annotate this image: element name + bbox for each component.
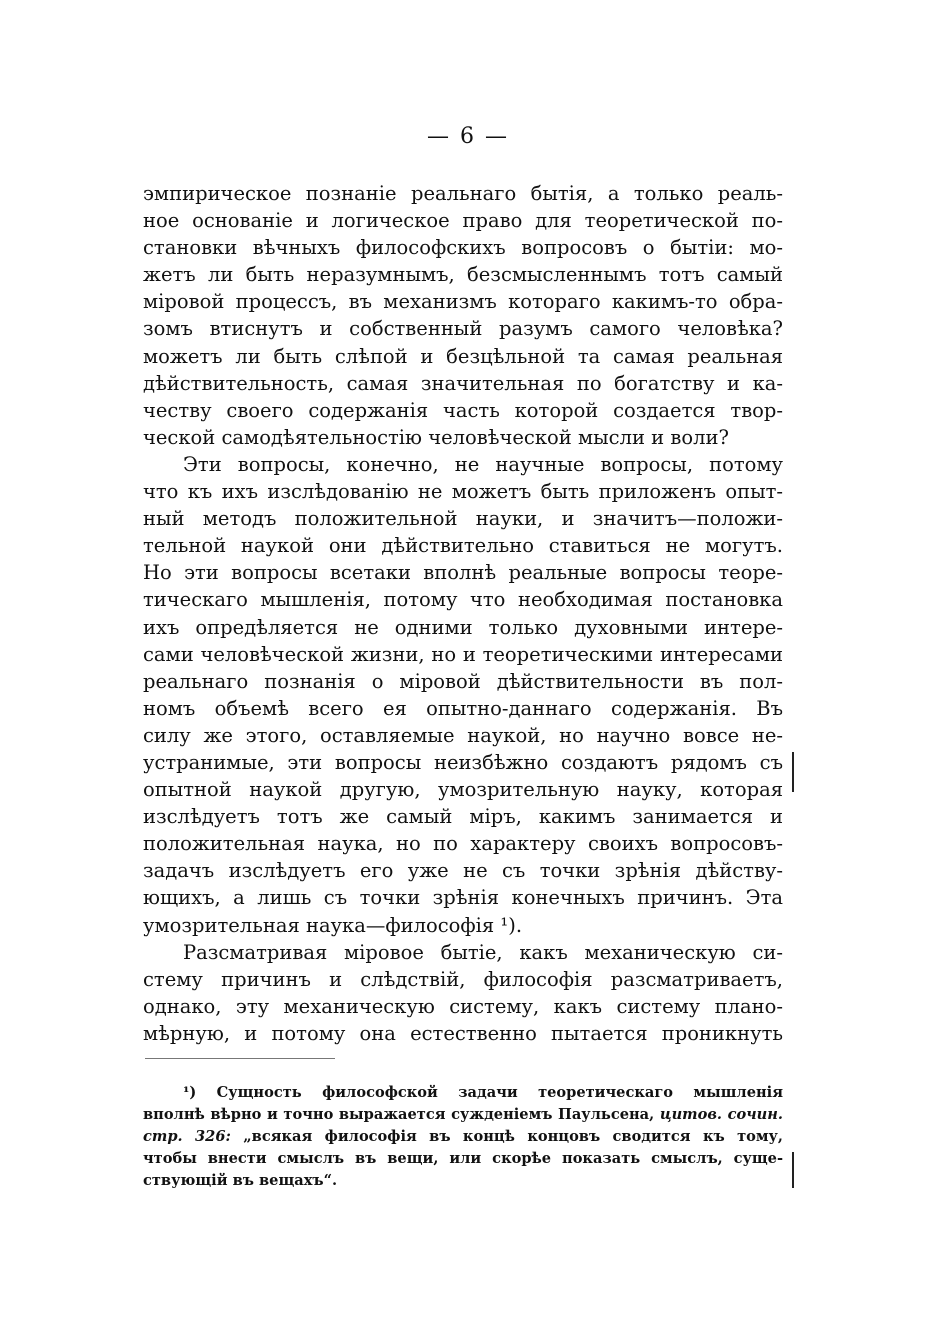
text-line: ющихъ, а лишь съ точки зрѣнiя конечныхъ причинъ. Эта (143, 886, 783, 910)
text-line: ческой самодѣятельностiю человѣческой мысли и воли? (143, 425, 729, 449)
text-line: задачъ изслѣдуетъ его уже не съ точки зрѣнiя дѣйству- (143, 859, 783, 883)
footnote-line: ¹) Сущность философской задачи теоретическаго мышленiя (183, 1084, 783, 1101)
footnote-line: ствующiй въ вещахъ“. (143, 1172, 338, 1189)
margin-mark (792, 752, 794, 792)
footnote-line (143, 1104, 783, 1126)
footnote-text: вполнѣ вѣрно и точно выражается сужденiемъ Паульсена, (143, 1106, 655, 1123)
footnote-line: чтобы внести смыслъ въ вещи, или скорѣе показать смыслъ, суще- (143, 1150, 783, 1167)
text-line: что къ ихъ изслѣдованiю не можетъ быть приложенъ опыт- (143, 480, 783, 504)
text-line: положительная наука, но по характеру своихъ вопросовъ- (143, 832, 783, 856)
text-line: тическаго мышленiя, потому что необходимая постановка (143, 588, 783, 612)
text-line: опытной наукой другую, умозрительную науку, которая (143, 778, 783, 802)
footnote-separator (145, 1058, 335, 1059)
text-line: Эти вопросы, конечно, не научные вопросы, потому (183, 452, 783, 476)
text-line: мiровой процессъ, въ механизмъ котораго какимъ-то обра- (143, 290, 783, 314)
text-line: реальнаго познанiя о мiровой дѣйствительности въ пол- (143, 669, 783, 693)
text-line: ный методъ положительной науки, и значитъ—положи- (143, 507, 783, 531)
text-line: ное основанie и логическое право для теоретической по- (143, 209, 783, 233)
text-line: зомъ втиснутъ и собственный разумъ самого человѣка? (143, 317, 783, 341)
page-number: — 6 — (427, 124, 509, 149)
footnote (143, 1082, 783, 1192)
text-line: можетъ ли быть слѣпой и безцѣльной та самая реальная (143, 344, 783, 368)
text-line: тельной наукой они дѣйствительно ставиться не могутъ. (143, 534, 783, 558)
text-line: изслѣдуетъ тотъ же самый мiръ, какимъ занимается и (143, 805, 783, 829)
text-line: устранимые, эти вопросы неизбѣжно создаютъ рядомъ съ (143, 750, 783, 774)
text-line: стему причинъ и слѣдствiй, философiя разсматриваетъ, (143, 967, 783, 991)
text-line: ихъ опредѣляется не одними только духовными интере- (143, 615, 783, 639)
text-line: жетъ ли быть неразумнымъ, безсмысленнымъ тотъ самый (143, 263, 783, 287)
text-line: номъ объемѣ всего ея опытно-даннаго содержанiя. Въ (143, 696, 783, 720)
text-line: становки вѣчныхъ философскихъ вопросовъ о бытiи: мо- (143, 236, 783, 260)
text-line: Но эти вопросы всетаки вполнѣ реальные вопросы теоре- (143, 561, 783, 585)
text-line: однако, эту механическую систему, какъ систему плано- (143, 994, 783, 1018)
text-line: умозрительная наука—философiя ¹). (143, 913, 523, 937)
text-line: дѣйствительность, самая значительная по богатству и ка- (143, 371, 783, 395)
text-line: сами человѣческой жизни, но и теоретическими интересами (143, 642, 783, 666)
text-line: мѣрную, и потому она естественно пытается проникнуть (143, 1021, 783, 1045)
footnote-text: „всякая философiя въ концѣ концовъ сводится къ тому, (243, 1128, 783, 1145)
footnote-citation: стр. 326: (143, 1128, 231, 1145)
footnote-citation: цитов. сочин. (659, 1106, 783, 1123)
text-line: силу же этого, оставляемые наукой, но научно вовсе не- (143, 723, 783, 747)
body-text (143, 180, 783, 1047)
footnote-line (143, 1126, 783, 1148)
margin-mark (792, 1152, 794, 1188)
text-line: эмпирическое познанie реальнаго бытiя, а только реаль- (143, 182, 783, 205)
text-line: Разсматривая мiровое бытiе, какъ механическую си- (183, 940, 783, 964)
text-line: честву своего содержанiя часть которой создается твор- (143, 398, 783, 422)
